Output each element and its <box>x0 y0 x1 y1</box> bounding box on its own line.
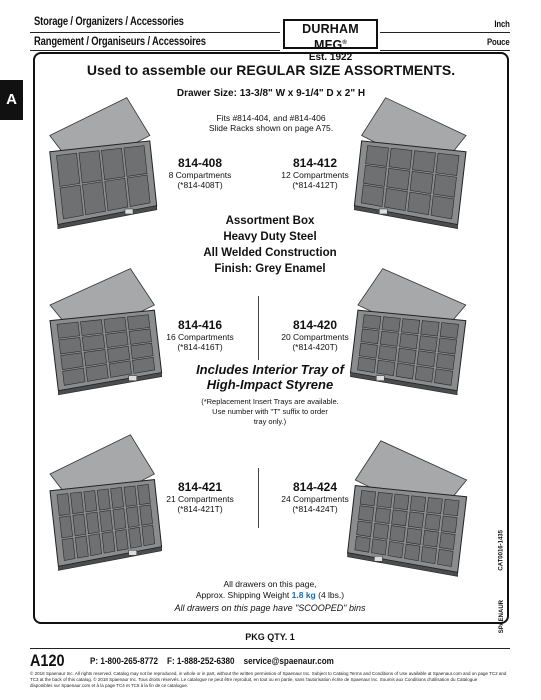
product-814-420 <box>265 318 365 352</box>
divider-lower <box>258 468 259 528</box>
package-quantity: PKG QTY. 1 <box>245 632 295 642</box>
compartment-count: 12 Compartments <box>281 170 349 180</box>
product-814-408 <box>150 156 250 190</box>
shipping-line-1: All drawers on this page, <box>223 579 317 589</box>
insert-number: (*814-424T) <box>292 504 338 514</box>
fits-line-1: Fits #814-404, and #814-406 <box>216 113 326 123</box>
category-fr: Rangement / Organiseurs / Accessoires <box>34 36 206 48</box>
replacement-note <box>170 397 370 427</box>
section-tab: A <box>0 80 23 120</box>
contact-line <box>90 656 334 666</box>
brand-name: DURHAM MFG <box>302 22 359 53</box>
divider-upper <box>258 296 259 360</box>
product-814-412 <box>265 156 365 190</box>
email-link[interactable]: service@spaenaur.com <box>243 656 334 666</box>
compartment-count: 24 Compartments <box>281 494 349 504</box>
feature-item: Assortment Box <box>225 215 315 227</box>
tray-image-814-408 <box>44 95 159 230</box>
product-814-416 <box>150 318 250 352</box>
scooped-note: All drawers on this page have "SCOOPED" bins <box>174 603 366 613</box>
note-line-2: Use number with "T" suffix to order <box>212 407 328 416</box>
insert-number: (*814-421T) <box>177 504 223 514</box>
compartment-count: 21 Compartments <box>166 494 234 504</box>
product-814-421 <box>150 480 250 514</box>
legal-notice <box>30 671 510 689</box>
fits-line-2: Slide Racks shown on page A75. <box>208 123 334 133</box>
legal-line: disponibles sur Spaenaur.com et à la page TC4 et TC5 à la fin de ce catalogue. <box>30 683 189 688</box>
model-number: 814-416 <box>177 318 223 332</box>
styrene-line-2: High-Impact Styrene <box>206 377 334 392</box>
model-number: 814-421 <box>177 480 223 494</box>
insert-number: (*814-416T) <box>177 342 223 352</box>
compartment-count: 16 Compartments <box>166 332 234 342</box>
model-number: 814-412 <box>292 156 338 170</box>
model-number: 814-420 <box>292 318 338 332</box>
note-line-1: (*Replacement Insert Trays are available. <box>201 397 339 406</box>
product-814-424 <box>265 480 365 514</box>
feature-item: All Welded Construction <box>203 247 337 259</box>
unit-en: Inch <box>494 19 510 30</box>
tray-image-814-412 <box>352 95 472 230</box>
feature-item: Finish: Grey Enamel <box>214 263 326 275</box>
page-title: Used to assemble our REGULAR SIZE ASSORTMENTS. <box>86 62 456 78</box>
shipping-line-2 <box>150 590 390 600</box>
unit-fr: Pouce <box>487 37 510 48</box>
brand-logo <box>283 19 378 64</box>
feature-item: Heavy Duty Steel <box>223 231 317 243</box>
shipping-suffix: (4 lbs.) <box>315 590 345 600</box>
insert-number: (*814-420T) <box>292 342 338 352</box>
shipping-weight-metric: 1.8 kg <box>291 590 316 600</box>
category-en: Storage / Organizers / Accessories <box>34 16 184 28</box>
fax-number: F: 1-888-252-6380 <box>167 656 235 666</box>
insert-number: (*814-412T) <box>292 180 338 190</box>
phone-number: P: 1-800-265-8772 <box>90 656 159 666</box>
tray-image-814-416 <box>44 266 164 396</box>
tray-image-814-421 <box>44 432 164 572</box>
compartment-count: 8 Compartments <box>168 170 232 180</box>
catalog-code: CAT0016-1435 <box>499 530 505 571</box>
shipping-prefix: Approx. Shipping Weight <box>195 590 292 600</box>
note-line-3: tray only.) <box>253 417 287 426</box>
styrene-heading <box>150 362 390 392</box>
model-number: 814-424 <box>292 480 338 494</box>
insert-number: (*814-408T) <box>177 180 223 190</box>
drawer-size: Drawer Size: 13-3/8" W x 9-1/4" D x 2" H <box>176 88 366 99</box>
model-number: 814-408 <box>177 156 223 170</box>
brand-established: Est. 1922 <box>308 52 353 64</box>
side-brand: SPAENAUR <box>499 600 505 634</box>
features-list <box>160 213 380 277</box>
brand-registered-mark: ® <box>342 40 347 46</box>
compartment-count: 20 Compartments <box>281 332 349 342</box>
page-number: A120 <box>30 651 65 670</box>
legal-line: © 2018 Spaenaur Inc. All rights reserved. Catalog may not be reproduced, in whole or in part, without the written permission of Spaenaur Inc. Subject to Catalog Terms and Conditions of Use available at Spaenaur.com and on page TC2 and <box>30 671 507 676</box>
legal-line: TC3 at the back of this catalog. © 2018 Spaenaur Inc. Tous droits réservés. Le catalogue ne peut être reproduit, en tout ou en partie, sans l'autorisation écrite de Spaenaur Inc. Soumis aux Conditions d'utilisation du Catalogue <box>30 677 478 682</box>
styrene-line-1: Includes Interior Tray of <box>196 362 344 377</box>
